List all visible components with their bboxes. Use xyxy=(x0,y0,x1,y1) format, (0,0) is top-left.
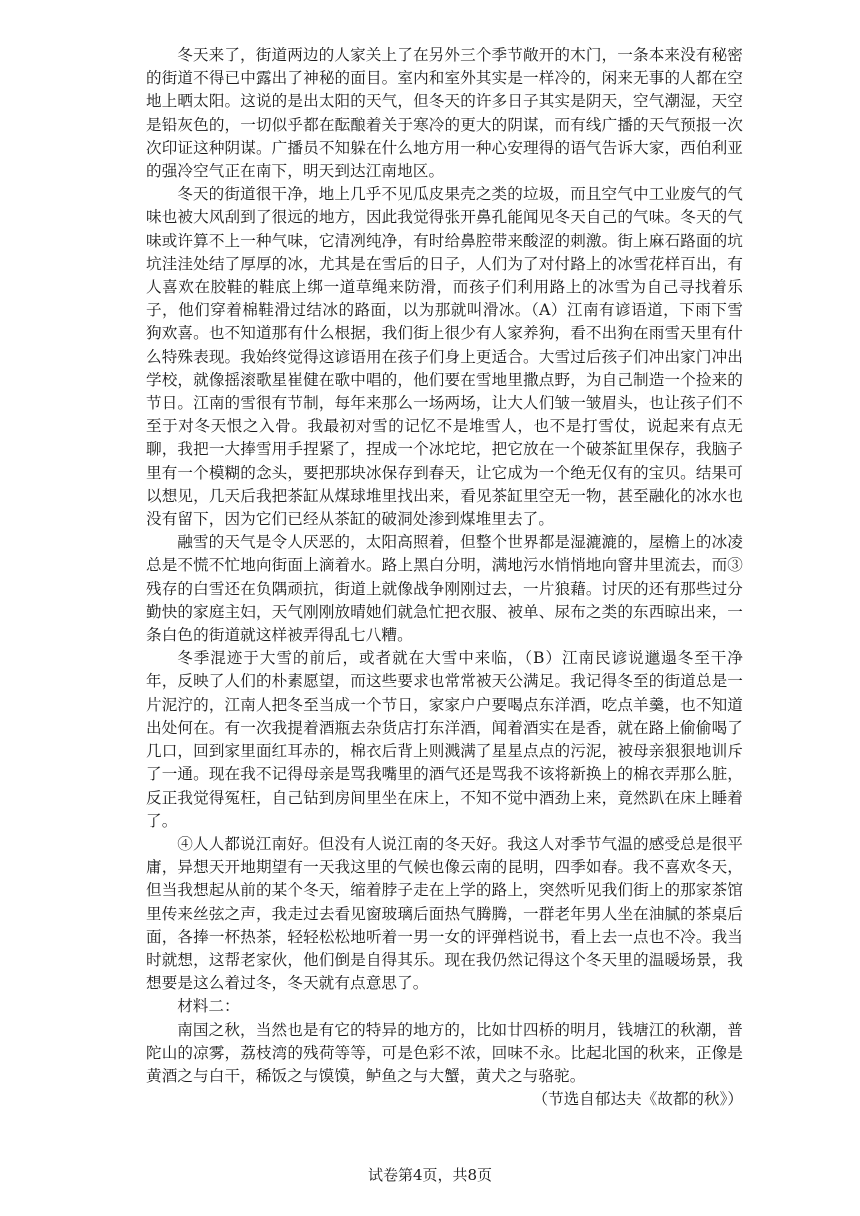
paragraph-6: 南国之秋，当然也是有它的特异的地方的，比如廿四桥的明月，钱塘江的秋潮，普陀山的凉雾，荔枝湾的残荷等等，可是色彩不浓，回味不永。比起北国的秋来，正像是黄酒之与白干，稀饭之与馍馍，鲈鱼之与大蟹，黄犬之与骆驼。 xyxy=(146,1020,743,1085)
page-footer: 试卷第4页，共8页 xyxy=(367,1166,493,1184)
paragraph-5: ④人人都说江南好。但没有人说江南的冬天好。我这人对季节气温的感受总是很平庸，异想天开地期望有一天我这里的气候也像云南的昆明，四季如春。我不喜欢冬天，但当我想起从前的某个冬天，缩着脖子走在上学的路上，突然听见我们街上的那家茶馆里传来丝弦之声，我走过去看见窗玻璃后面热气腾腾，一群老年男人坐在油腻的茶桌后面，各捧一杯热茶，轻轻松松地听着一男一女的评弹档说书，看上去一点也不冷。我当时就想，这帮老家伙，他们倒是自得其乐。现在我仍然记得这个冬天里的温暖场景，我想要是这么着过冬，冬天就有点意思了。 xyxy=(146,834,743,993)
paragraph-2: 冬天的街道很干净，地上几乎不见瓜皮果壳之类的垃圾，而且空气中工业废气的气味也被大风刮到了很远的地方，因此我觉得张开鼻孔能闻见冬天自己的气味。冬天的气味或许算不上一种气味，它清冽纯净，有时给鼻腔带来酸涩的刺激。街上麻石路面的坑坑洼洼处结了厚厚的冰，尤其是在雪后的日子，人们为了对付路上的冰雪花样百出，有人喜欢在胶鞋的鞋底上绑一道草绳来防滑，而孩子们利用路上的冰雪为自己寻找着乐子，他们穿着棉鞋滑过结冰的路面，以为那就叫滑冰。（A）江南有谚语道，下雨下雪狗欢喜。也不知道那有什么根据，我们街上很少有人家养狗，看不出狗在雨雪天里有什么特殊表现。我始终觉得这谚语用在孩子们身上更适合。大雪过后孩子们冲出家门冲出学校，就像摇滚歌星崔健在歌中唱的，他们要在雪地里撒点野，为自己制造一个捡来的节日。江南的雪很有节制，每年来那么一场两场，让大人们皱一皱眉头，也让孩子们不至于对冬天恨之入骨。我最初对雪的记忆不是堆雪人，也不是打雪仗，说起来有点无聊，我把一大捧雪用手捏紧了，捏成一个冰坨坨，把它放在一个破茶缸里保存，我脑子里有一个模糊的念头，要把那块冰保存到春天，让它成为一个绝无仅有的宝贝。结果可以想见，几天后我把茶缸从煤球堆里找出来，看见茶缸里空无一物，甚至融化的冰水也没有留下，因为它们已经从茶缸的破洞处渗到煤堆里去了。 xyxy=(146,185,743,529)
exam-page-body xyxy=(146,44,743,1111)
paragraph-3: 融雪的天气是令人厌恶的，太阳高照着，但整个世界都是湿漉漉的，屋檐上的冰凌总是不慌不忙地向街面上滴着水。路上黑白分明，满地污水悄悄地向窨井里流去，而③残存的白雪还在负隅顽抗，街道上就像战争刚刚过去，一片狼藉。讨厌的还有那些过分勤快的家庭主妇，天气刚刚放晴她们就急忙把衣服、被单、尿布之类的东西晾出来，一条白色的街道就这样被弄得乱七八糟。 xyxy=(146,533,743,645)
paragraph-1: 冬天来了，街道两边的人家关上了在另外三个季节敞开的木门，一条本来没有秘密的街道不得已中露出了神秘的面目。室内和室外其实是一样冷的，闲来无事的人都在空地上晒太阳。这说的是出太阳的天气，但冬天的许多日子其实是阴天，空气潮湿，天空是铅灰色的，一切似乎都在酝酿着关于寒冷的更大的阴谋，而有线广播的天气预报一次次印证这种阴谋。广播员不知躲在什么地方用一种心安理得的语气告诉大家，西伯利亚的强冷空气正在南下，明天到达江南地区。 xyxy=(146,46,743,181)
source-citation: （节选自郁达夫《故都的秋》） xyxy=(532,1090,743,1109)
paragraph-4: 冬季混迹于大雪的前后，或者就在大雪中来临，（B）江南民谚说邋遢冬至干净年，反映了人们的朴素愿望，而这些要求也常常被天公满足。我记得冬至的街道总是一片泥泞的，江南人把冬至当成一个节日，家家户户要喝点东洋酒，吃点羊羹，也不知道出处何在。有一次我提着酒瓶去杂货店打东洋酒，闻着酒实在是香，就在路上偷偷喝了几口，回到家里面红耳赤的，棉衣后背上则溅满了星星点点的污泥，被母亲狠狠地训斥了一通。现在我不记得母亲是骂我嘴里的酒气还是骂我不该将新换上的棉衣弄那么脏，反正我觉得冤枉，自己钻到房间里坐在床上，不知不觉中酒劲上来，竟然趴在床上睡着了。 xyxy=(146,649,743,830)
material-two-label: 材料二： xyxy=(177,997,240,1016)
